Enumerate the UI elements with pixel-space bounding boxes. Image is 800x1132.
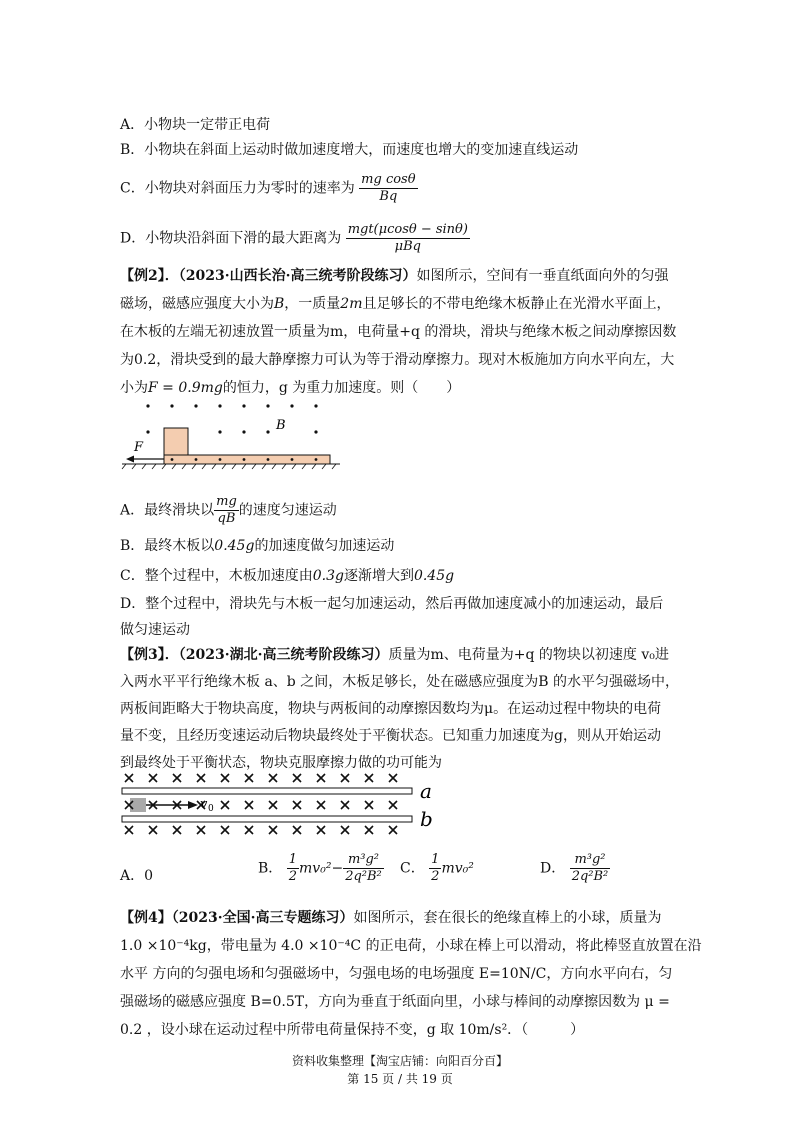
option-c-text: C．小物块对斜面压力为零时的速率为: [120, 180, 355, 197]
text: 小为: [120, 380, 148, 396]
example-4-line-4: 强磁场的磁感应强度 B=0.5T，方向为垂直于纸面向里，小球与棒间的动摩擦因数为 μ =: [120, 994, 670, 1010]
value: 0.45g: [214, 538, 255, 554]
value: 0.45g: [413, 568, 455, 584]
example-3-line-1: [120, 645, 669, 665]
option-a-fraction: [214, 494, 239, 527]
example-3-line-3: 两板间距略大于物块高度，物块与两板间的动摩擦因数均为μ。在运动过程中物块的电荷: [120, 701, 662, 717]
option-b: B．小物块在斜面上运动时做加速度增大，而速度也增大的变加速直线运动: [120, 142, 579, 158]
fraction-denominator: 2q²B²: [571, 869, 609, 884]
example-2-option-d-line-1: D．整个过程中，滑块先与木板一起匀加速运动，然后再做加速度减小的加速运动，最后: [120, 596, 664, 612]
fraction-numerator: mgt(μcosθ − sinθ): [347, 222, 468, 237]
plate-a-label: a: [420, 779, 432, 803]
fraction-numerator: mg: [216, 494, 237, 509]
example-3-option-b: [258, 852, 384, 885]
text: 磁场，磁感应强度大小为: [120, 296, 274, 312]
fraction-denominator: μBq: [394, 239, 421, 254]
option-d: [120, 222, 470, 255]
example-3-option-d: [540, 852, 610, 885]
option-d-text: D．小物块沿斜面下滑的最大距离为: [120, 230, 342, 247]
option-label: C．: [400, 860, 425, 877]
symbol-2m: 2m: [340, 296, 363, 312]
example-3-line-4: 量不变，且经历变速运动后物块最终处于平衡状态。已知重力加速度为g，则从开始运动: [120, 728, 661, 744]
example-4-line-3: 水平 方向的匀强电场和匀强磁场中，匀强电场的电场强度 E=10N/C，方向水平向右，匀: [120, 966, 673, 982]
field-crosses-bottom: [125, 826, 397, 834]
fraction-denominator: 2: [288, 869, 298, 884]
ground-hatch: [122, 464, 336, 469]
formula-F: F = 0.9mg: [148, 380, 223, 396]
minus-sign: −: [331, 860, 344, 877]
kinetic-term: mv₀²: [441, 860, 474, 877]
example-2-line-2: [120, 294, 670, 314]
fraction-denominator: Bq: [379, 189, 398, 204]
example-2-line-5: [120, 378, 460, 398]
example-2-option-b: [120, 536, 394, 556]
fraction-denominator: 2: [431, 869, 440, 884]
text: 且足够长的不带电绝缘木板静止在光滑水平面上，: [362, 296, 671, 312]
fraction-numerator: m³g²: [570, 852, 611, 869]
velocity-subscript: 0: [208, 804, 214, 814]
text: 的加速度做匀加速运动: [254, 538, 395, 554]
example-4-text: 如图所示，套在很长的绝缘直棒上的小球，质量为: [353, 910, 662, 926]
fraction-denominator: qB: [217, 511, 236, 526]
kinetic-term: mv₀²: [299, 860, 332, 877]
force-label-F: F: [134, 440, 144, 455]
text: 逐渐增大到: [343, 568, 414, 584]
text: A．最终滑块以: [120, 502, 215, 519]
example-2-option-c: [120, 566, 454, 586]
fraction-numerator: 1: [431, 852, 440, 867]
example-3-text: 质量为m、电荷量为+q 的物块以初速度 v₀进: [388, 647, 669, 663]
text: ，一质量: [284, 296, 341, 312]
example-2-figure: [120, 398, 350, 470]
fraction-denominator: 2q²B²: [345, 869, 382, 884]
velocity-arrow-head: [188, 801, 198, 809]
slider-block: [164, 428, 188, 455]
option-a: A．小物块一定带正电荷: [120, 117, 271, 133]
half-fraction: [429, 852, 441, 885]
example-3-label: 【例3】．（2023·湖北·高三统考阶段练习）: [120, 647, 389, 663]
option-c-fraction: [359, 172, 417, 205]
example-3-figure: [118, 768, 448, 838]
field-label-B: B: [276, 418, 286, 433]
text: B．最终木板以: [120, 538, 215, 554]
plate-b-label: b: [420, 807, 433, 831]
block: [130, 798, 146, 812]
example-2-line-4: 为0.2，滑块受到的最大静摩擦力可认为等于滑动摩擦力。现对木板施加方向水平向左，大: [120, 352, 675, 368]
example-3-line-5: 到最终处于平衡状态，物块克服摩擦力做的功可能为: [120, 755, 442, 771]
fraction-numerator: 1: [288, 852, 298, 867]
example-2-option-a: [120, 494, 337, 527]
example-2-text: 如图所示，空间有一垂直纸面向外的匀强: [416, 268, 669, 284]
example-4-label: 【例4】（2023·全国·高三专题练习）: [120, 910, 354, 926]
text: 的速度匀速运动: [238, 502, 337, 519]
footer-source: 资料收集整理【淘宝店铺：向阳百分百】: [291, 1054, 508, 1068]
fraction-numerator: mg cosθ: [361, 172, 416, 187]
field-crosses-top: [125, 774, 397, 782]
example-2-label: 【例2】．（2023·山西长治·高三统考阶段练习）: [120, 268, 417, 284]
half-fraction: [287, 852, 299, 885]
example-4-line-5: 0.2 ，设小球在运动过程中所带电荷量保持不变，g 取 10m/s²．（ ）: [120, 1022, 585, 1038]
example-4-line-2: 1.0 ×10⁻⁴kg，带电量为 4.0 ×10⁻⁴C 的正电荷，小球在棒上可以滑动，将此棒竖直放置在沿: [120, 938, 702, 954]
option-d-fraction: [346, 222, 470, 255]
value: 0.3g: [312, 568, 344, 584]
velocity-label: v: [200, 797, 208, 812]
wooden-board: [164, 455, 330, 464]
example-4-line-1: [120, 908, 661, 928]
example-3-option-a: A．0: [120, 868, 154, 884]
mg-fraction: [570, 852, 611, 885]
fraction-numerator: m³g²: [343, 852, 384, 869]
example-2-line-1: [120, 266, 668, 286]
text: C．整个过程中，木板加速度由: [120, 568, 313, 584]
example-2-option-d-line-2: 做匀速运动: [120, 622, 190, 638]
example-3-line-2: 入两水平平行绝缘木板 a、b 之间，木板足够长，处在磁感应强度为B 的水平匀强磁场中，: [120, 674, 679, 690]
option-label: B．: [258, 860, 283, 877]
mg-fraction: [343, 852, 384, 885]
option-label: D．: [540, 860, 566, 877]
footer-page-number: 第 15 页 / 共 19 页: [347, 1072, 453, 1086]
symbol-B: B: [274, 296, 285, 312]
plate-a: [122, 788, 412, 794]
example-2-line-3: 在木板的左端无初速放置一质量为m，电荷量+q 的滑块，滑块与绝缘木板之间动摩擦因数: [120, 324, 677, 340]
plate-b: [122, 816, 412, 822]
force-arrow-head: [126, 456, 134, 463]
option-c: [120, 172, 418, 205]
example-3-option-c: [400, 852, 474, 885]
text: 的恒力，g 为重力加速度。则（ ）: [222, 380, 461, 396]
